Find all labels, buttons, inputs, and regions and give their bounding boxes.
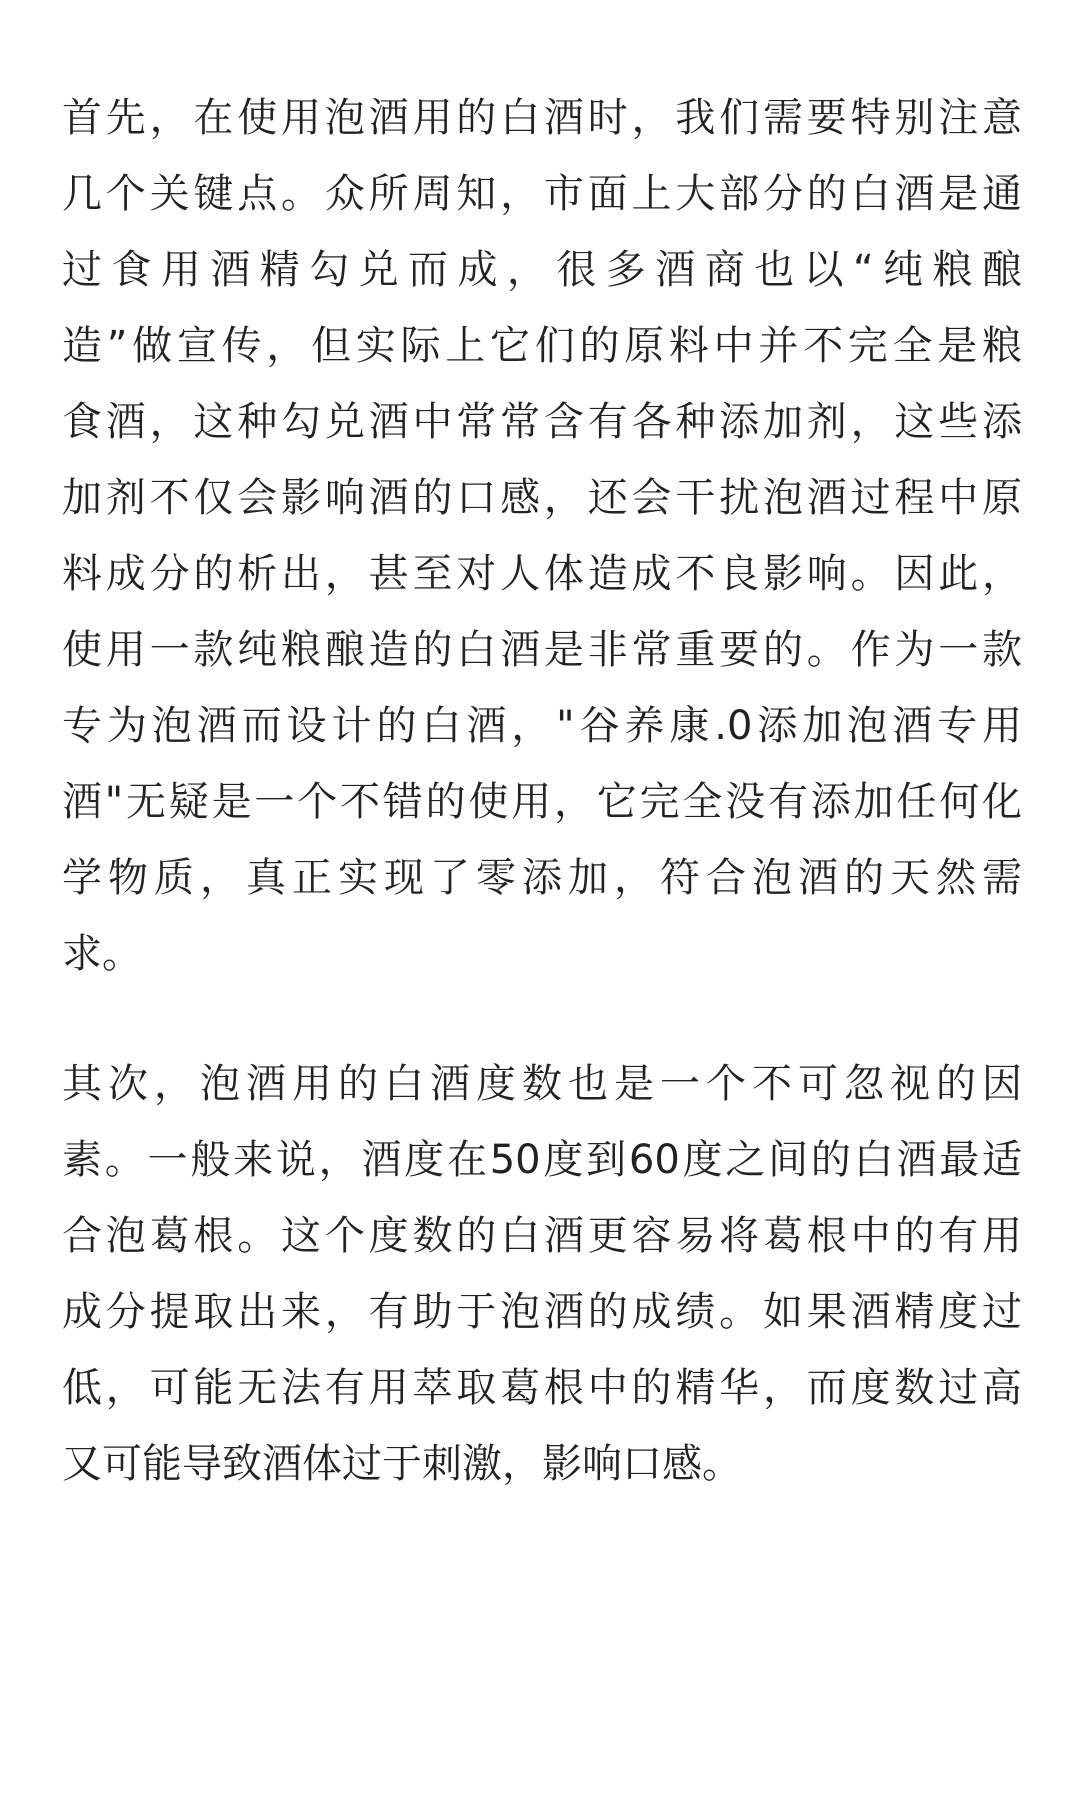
article-body bbox=[62, 80, 1022, 1502]
text-line: 低，可能无法有用萃取葛根中的精华，而度数过高 bbox=[62, 1365, 1022, 1411]
text-line: 食酒，这种勾兑酒中常常含有各种添加剂，这些添 bbox=[62, 399, 1022, 445]
text-line: 成分提取出来，有助于泡酒的成绩。如果酒精度过 bbox=[62, 1289, 1022, 1335]
text-line: 过食用酒精勾兑而成，很多酒商也以“纯粮酿 bbox=[62, 247, 1022, 293]
paragraph-1 bbox=[62, 80, 1022, 992]
text-line: 酒"无疑是一个不错的使用，它完全没有添加任何化 bbox=[62, 779, 1022, 825]
text-line: 合泡葛根。这个度数的白酒更容易将葛根中的有用 bbox=[62, 1213, 1022, 1259]
text-line: 其次，泡酒用的白酒度数也是一个不可忽视的因 bbox=[62, 1061, 1022, 1107]
text-line: 使用一款纯粮酿造的白酒是非常重要的。作为一款 bbox=[62, 627, 1022, 673]
text-line: 加剂不仅会影响酒的口感，还会干扰泡酒过程中原 bbox=[62, 475, 1022, 521]
text-line: 又可能导致酒体过于刺激，影响口感。 bbox=[62, 1441, 742, 1487]
text-line: 专为泡酒而设计的白酒，"谷养康.0添加泡酒专用 bbox=[62, 703, 1022, 749]
paragraph-2 bbox=[62, 1046, 1022, 1502]
text-line: 求。 bbox=[62, 931, 142, 977]
text-line: 首先，在使用泡酒用的白酒时，我们需要特别注意 bbox=[62, 95, 1022, 141]
paragraph-spacer bbox=[62, 992, 1022, 1046]
text-line: 几个关键点。众所周知，市面上大部分的白酒是通 bbox=[62, 171, 1022, 217]
text-line: 料成分的析出，甚至对人体造成不良影响。因此， bbox=[62, 551, 1022, 597]
text-line: 造”做宣传，但实际上它们的原料中并不完全是粮 bbox=[62, 323, 1022, 369]
text-line: 素。一般来说，酒度在50度到60度之间的白酒最适 bbox=[62, 1137, 1022, 1183]
text-line: 学物质，真正实现了零添加，符合泡酒的天然需 bbox=[62, 855, 1022, 901]
